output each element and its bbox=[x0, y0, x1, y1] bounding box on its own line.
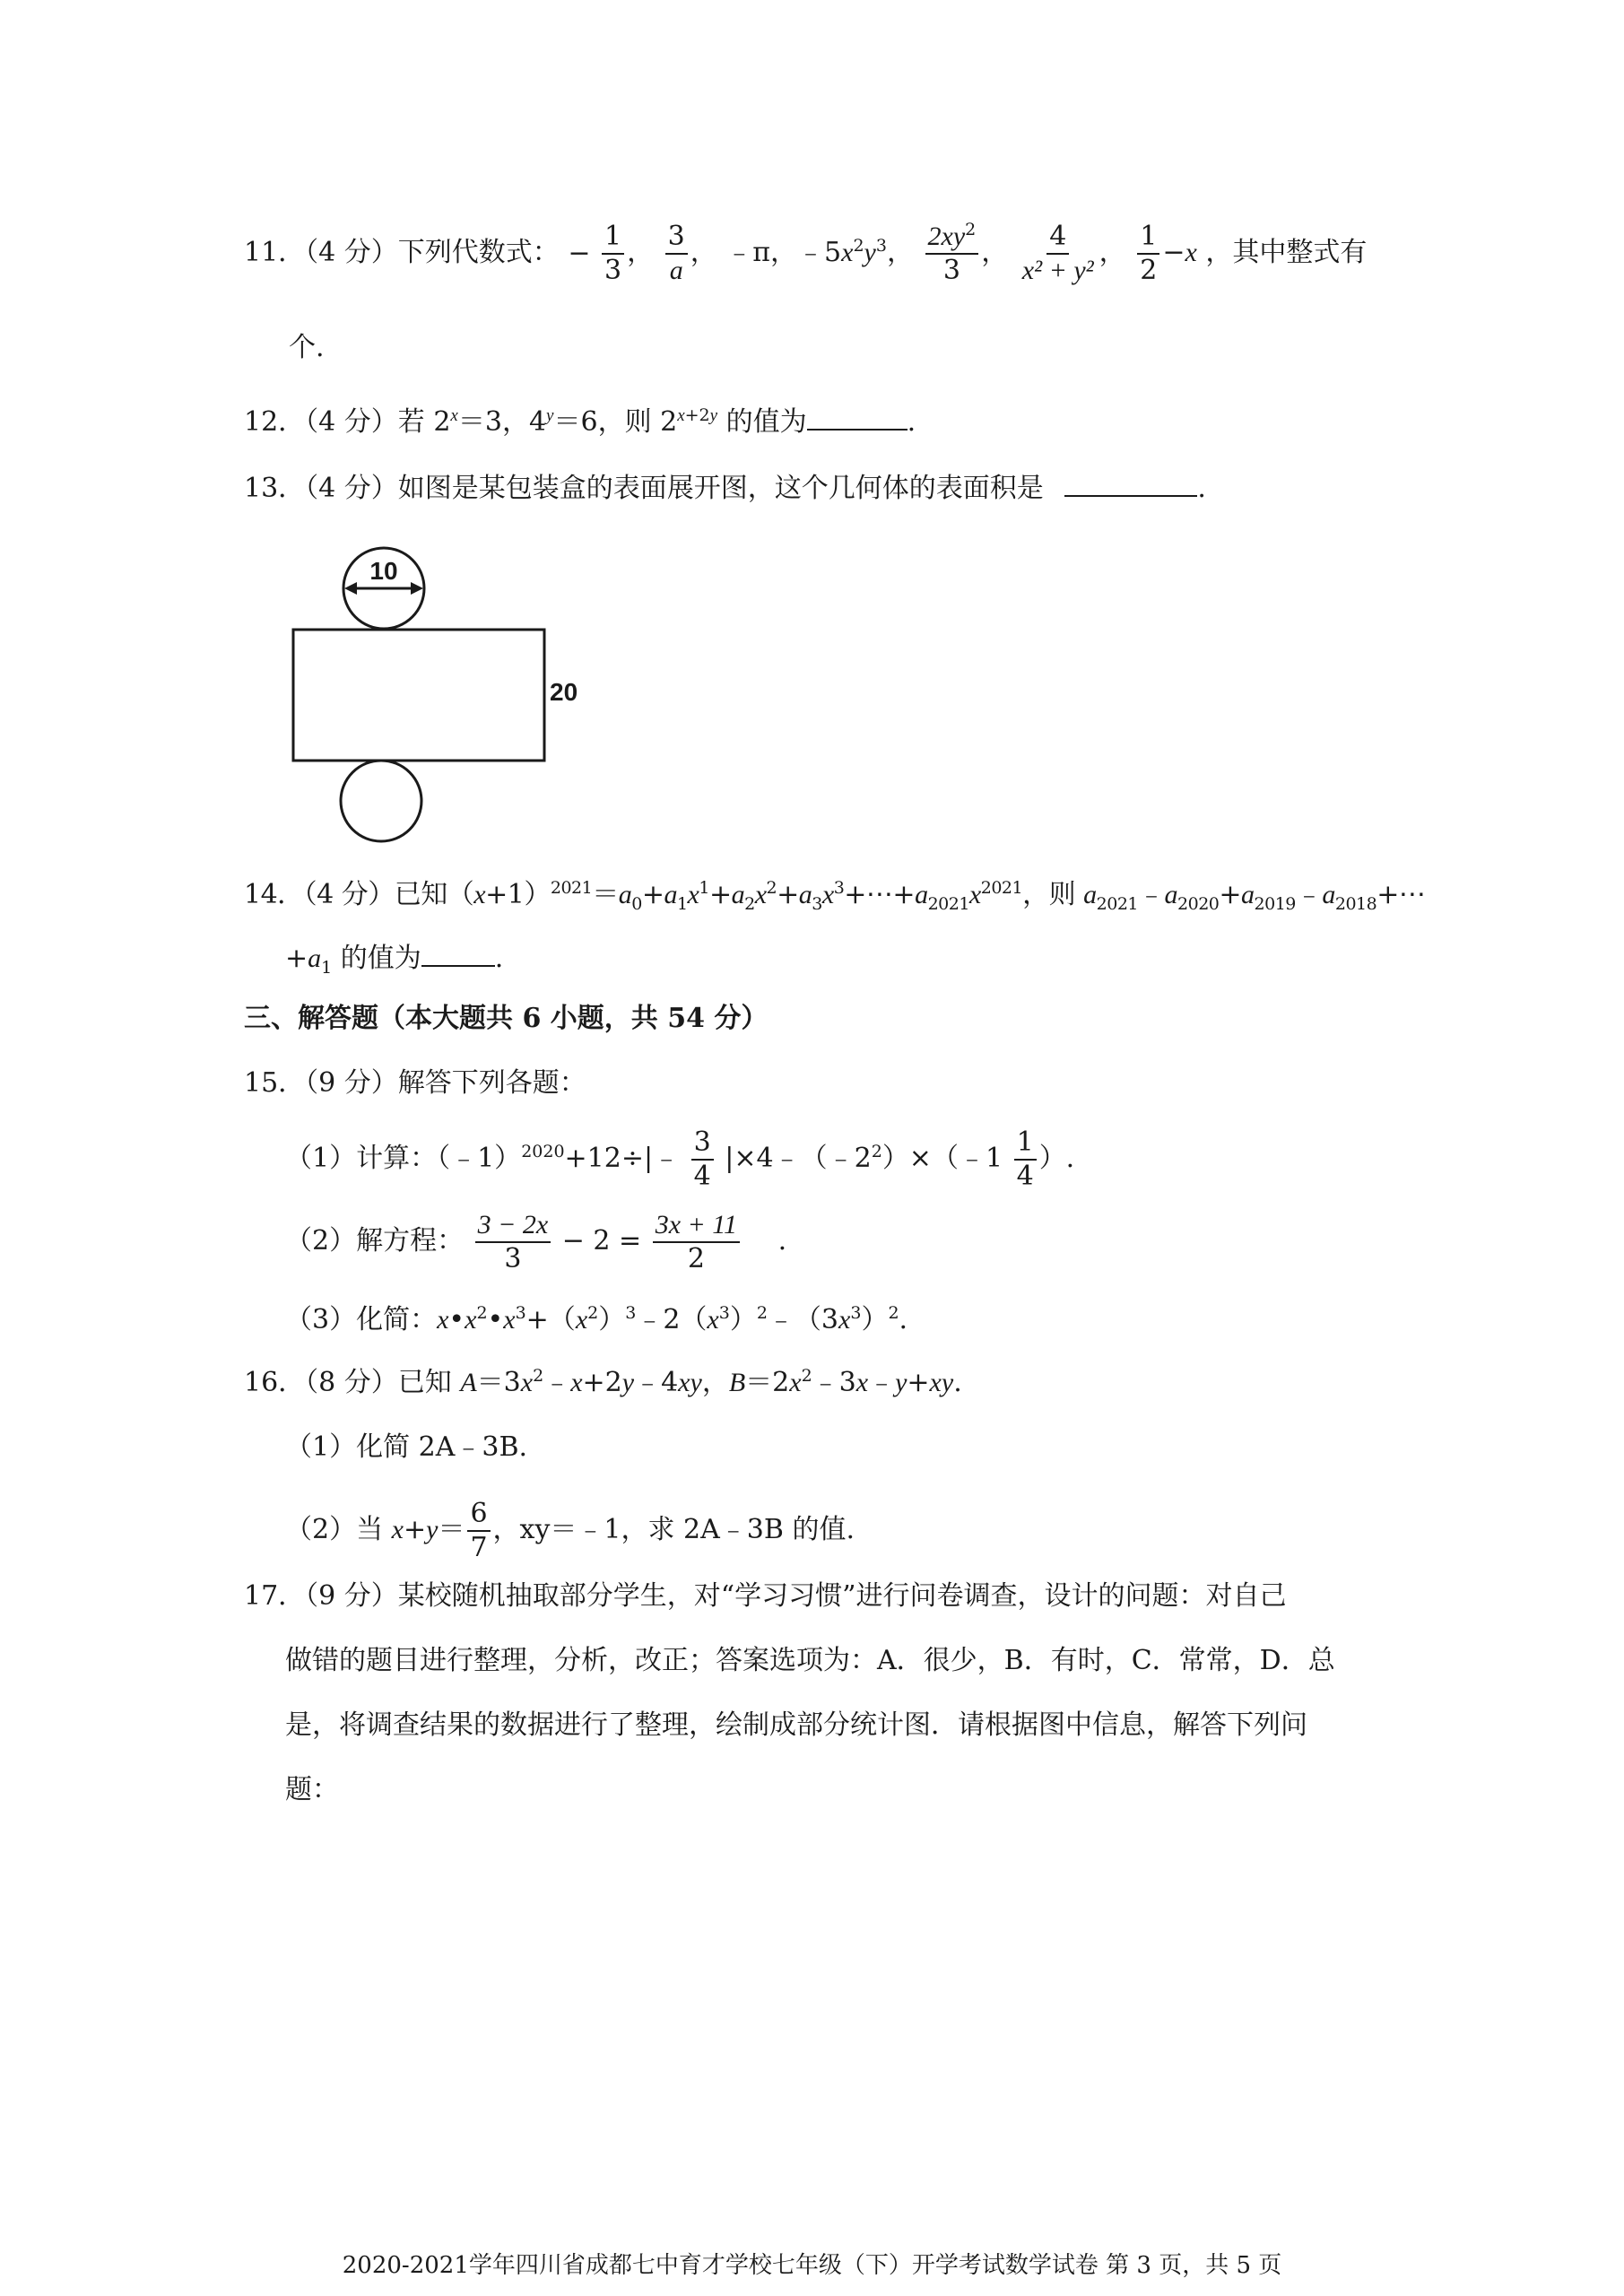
page-footer: 2020-2021学年四川省成都七中育才学校七年级（下）开学考试数学试卷 第 3 页，共 5 页 bbox=[342, 2252, 1282, 2279]
fraction: $\frac{1}{4}$ bbox=[1014, 1128, 1037, 1191]
q16-part1: （1）化简 2A﹣3B. bbox=[285, 1431, 528, 1463]
fraction: $\frac{3}{a}$ bbox=[665, 222, 688, 285]
fraction: $\frac{3x + 11}{2}$ bbox=[653, 1211, 740, 1274]
q17-line1: 17．（9 分）某校随机抽取部分学生，对“学习习惯”进行问卷调查，设计的问题：对自己 bbox=[244, 1580, 1287, 1612]
height-label: 20 bbox=[550, 678, 578, 706]
fraction: $\frac{3}{4}$ bbox=[691, 1128, 714, 1191]
answer-blank bbox=[807, 402, 908, 430]
fraction: $\frac{2xy^2}{3}$ bbox=[925, 222, 979, 285]
q17-line4: 题： bbox=[285, 1774, 339, 1805]
q11-line2: 个. bbox=[289, 332, 325, 363]
q14-line1: 14．（4 分）已知$(x+1)^{2021}=a_0+a_1x^1+a_2x^2+a_3x^3+\cdots+a_{2021}x^{2021}$，则 $a_{2021}﹣a_{2020}+a_{2019}﹣a_{2018}+\cdots$ bbox=[244, 878, 1426, 914]
q12: 12．（4 分）若 $2^x=3$，$4^y=6$，则 $2^{x+2y}$ 的值为 . bbox=[244, 402, 916, 440]
q13: 13．（4 分）如图是某包装盒的表面展开图，这个几何体的表面积是 . bbox=[244, 468, 1206, 507]
q15-part2: （2）解方程： $\frac{3 - 2x}{3}$ − 2 = $\frac{3x + 11}{2}$ . bbox=[285, 1210, 787, 1274]
q15-part1: （1）计算：（﹣1）$^{2020}$+12÷|﹣ $\frac{3}{4}$ $|\times 4﹣(﹣2^2)\times(﹣1$ $\frac{1}{4}$ ）. bbox=[285, 1126, 1075, 1192]
q17-line3: 是，将调查结果的数据进行了整理，绘制成部分统计图．请根据图中信息，解答下列问 bbox=[285, 1709, 1307, 1741]
net-figure bbox=[287, 538, 610, 852]
arrow-left-head bbox=[344, 582, 357, 595]
q17-line2: 做错的题目进行整理，分析，改正；答案选项为：A．很少，B．有时，C．常常，D．总 bbox=[285, 1645, 1335, 1676]
answer-blank bbox=[421, 938, 495, 967]
q16-title: 16．（8 分）已知 $A=3x^2﹣x+2y﹣4xy$，$B=2x^2﹣3x﹣y+xy$. bbox=[244, 1366, 962, 1398]
fraction: $\frac{3 - 2x}{3}$ bbox=[475, 1211, 551, 1274]
fraction: $\frac{4}{\text{x² + y²}}$ bbox=[1021, 221, 1094, 285]
q16-part2: （2）当 x+y＝ $\frac{6}{7}$ ，xy＝﹣1，求 2A﹣3B 的值. bbox=[285, 1498, 855, 1563]
answer-blank bbox=[1064, 468, 1197, 497]
fraction: $\frac{6}{7}$ bbox=[467, 1500, 490, 1562]
q15-part3: （3）化简：$x•x^2•x^3+(x^2)^3﹣2(x^3)^2﹣(3x^3)^2$. bbox=[285, 1303, 908, 1335]
diameter-label: 10 bbox=[369, 557, 398, 585]
q14-line2: $+a_1$ 的值为 . bbox=[285, 938, 503, 977]
q15-title: 15．（9 分）解答下列各题： bbox=[244, 1067, 586, 1099]
bottom-circle bbox=[341, 761, 421, 841]
section-title: 三、解答题（本大题共 6 小题，共 54 分） bbox=[244, 1003, 769, 1034]
side-rectangle bbox=[293, 630, 544, 761]
fraction: $\frac{1}{3}$ bbox=[602, 222, 624, 285]
q11-line1: 11．（4 分）下列代数式： − $\frac{1}{3}$ ， $\frac{3}{a}$ ， ﹣π，$﹣5x^2y^3$， $\frac{2xy^2}{3}$ ， $\frac{4}{\text{x² + y²}}$ ， $\frac{1}{2}$ −x ，其中整式有 bbox=[244, 220, 1368, 286]
fraction: $\frac{1}{2}$ bbox=[1137, 222, 1159, 285]
arrow-right-head bbox=[411, 582, 423, 595]
